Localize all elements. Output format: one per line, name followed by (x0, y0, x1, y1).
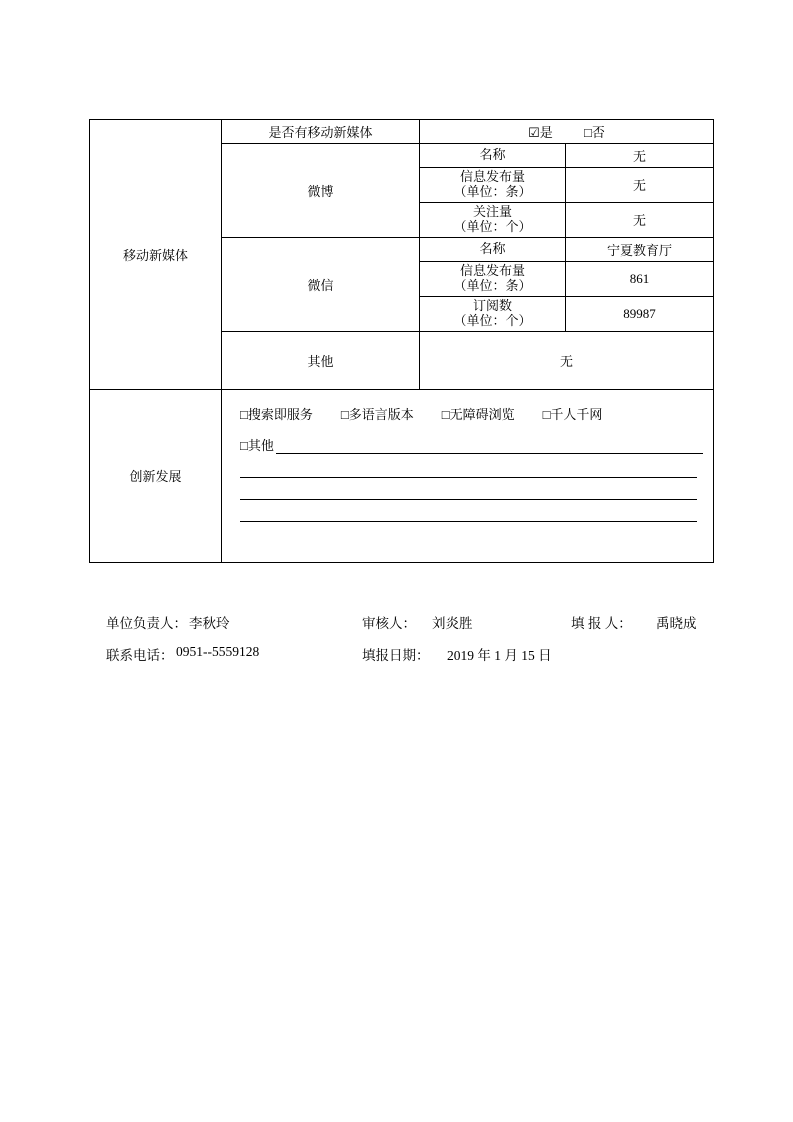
footer-row-1 (89, 612, 713, 644)
weibo-name-label: 名称 (420, 144, 566, 168)
weibo-label: 微博 (222, 144, 420, 238)
table-row (90, 389, 714, 562)
reviewer-value: 刘炎胜 (432, 616, 473, 631)
write-in-line-4[interactable] (240, 500, 697, 522)
checkbox-search-as-service[interactable]: □搜索即服务 (240, 406, 313, 422)
write-in-line-1[interactable] (276, 436, 703, 454)
write-in-line-3[interactable] (240, 478, 697, 500)
report-date-value: 2019 年 1 月 15 日 (447, 648, 552, 663)
table-row (90, 120, 714, 144)
footer-row-2 (89, 644, 713, 676)
filler-label: 填 报 人： (571, 616, 632, 631)
weixin-name-value: 宁夏教育厅 (566, 237, 714, 261)
checkbox-personalization[interactable]: □千人千网 (542, 406, 603, 422)
phone-value: 0951--5559128 (176, 644, 260, 659)
weixin-posts-value: 861 (566, 261, 714, 296)
write-in-line-2[interactable] (240, 456, 697, 478)
weixin-name-label: 名称 (420, 237, 566, 261)
has-mobile-media-options (420, 120, 714, 144)
mobile-new-media-table (89, 119, 714, 563)
weixin-subscribers-value: 89987 (566, 296, 714, 331)
weixin-subscribers-label: 订阅数 （单位：个） (420, 296, 566, 331)
innovation-options-cell (222, 389, 714, 562)
filler-value: 禹晓成 (656, 616, 697, 631)
footer-signatures (89, 612, 713, 676)
responsible-person-value: 李秋玲 (189, 616, 230, 631)
checkbox-yes[interactable]: ☑是 (528, 125, 553, 140)
section-label-mobile-new-media: 移动新媒体 (90, 120, 222, 390)
checkbox-no[interactable]: □否 (584, 125, 605, 140)
checkbox-multilingual[interactable]: □多语言版本 (340, 406, 414, 422)
responsible-person-label: 单位负责人： (106, 616, 187, 631)
innovation-label: 创新发展 (90, 389, 222, 562)
checkbox-other[interactable]: □其他 (240, 437, 274, 453)
weibo-followers-label: 关注量 （单位：个） (420, 202, 566, 237)
has-mobile-media-label: 是否有移动新媒体 (222, 120, 420, 144)
report-date-label: 填报日期： (362, 648, 430, 663)
weibo-posts-label: 信息发布量 （单位：条） (420, 168, 566, 203)
other-media-label: 其他 (222, 331, 420, 389)
other-media-value: 无 (420, 331, 714, 389)
weibo-posts-value: 无 (566, 168, 714, 203)
weibo-followers-value: 无 (566, 202, 714, 237)
checkbox-accessibility[interactable]: □无障碍浏览 (441, 406, 515, 422)
reviewer-label: 审核人： (362, 616, 416, 631)
weixin-posts-label: 信息发布量 （单位：条） (420, 261, 566, 296)
phone-label: 联系电话： (106, 648, 174, 663)
weibo-name-value: 无 (566, 144, 714, 168)
weixin-label: 微信 (222, 237, 420, 331)
